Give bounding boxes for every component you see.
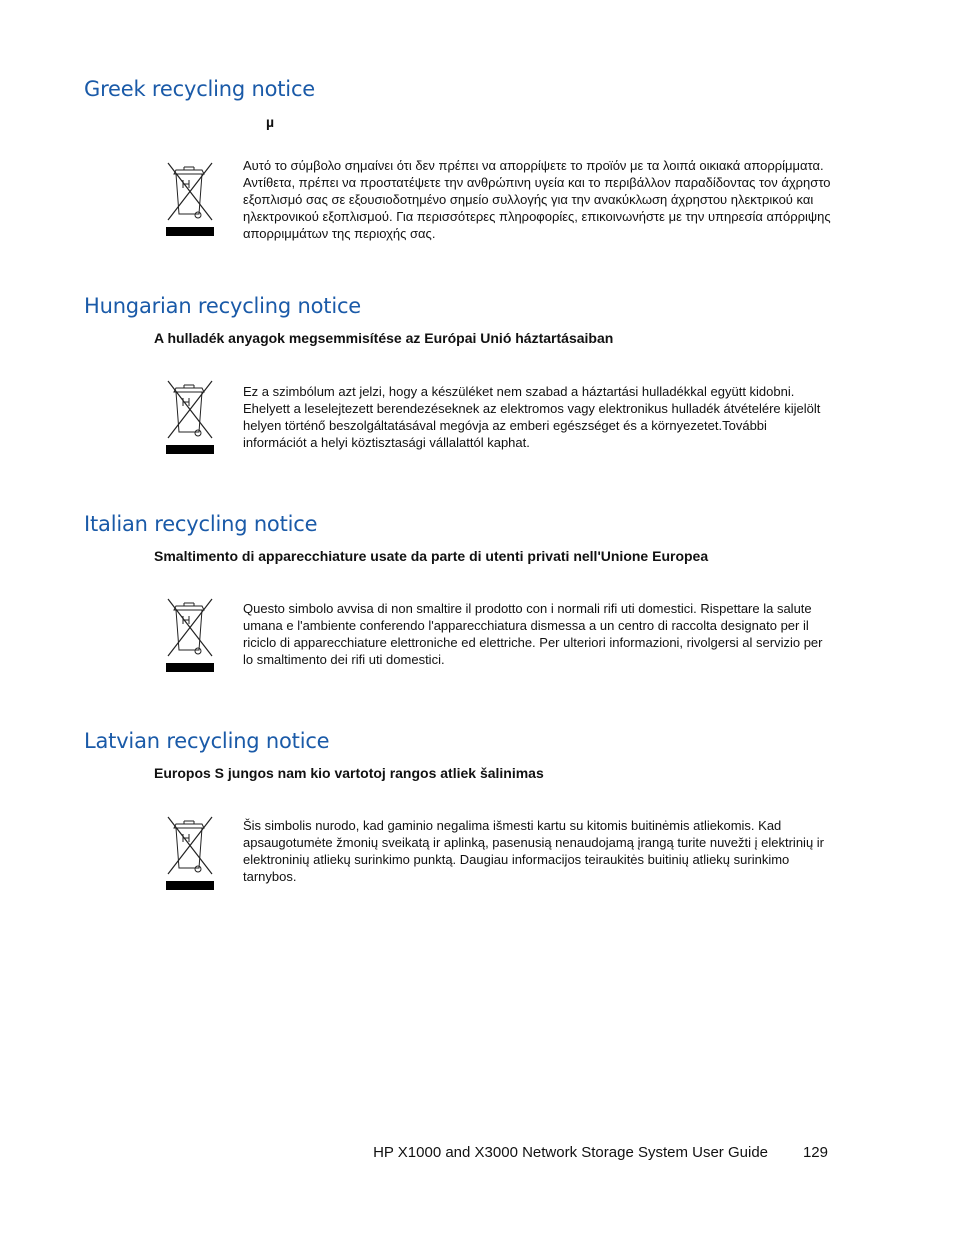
page-footer bbox=[360, 1144, 830, 1164]
notice-text-italian: Questo simbolo avvisa di non smaltire il prodotto con i normali rifi uti domestici. Rispettare la salute umana e l'ambiente conferendo l'apparecchiatura dismessa a un centro di raccolta designato per il riciclo di apparecchiature elettroniche ed elettriche. Per ulteriori informazioni, rivolgersi al servizio per lo smaltimento dei rifi uti domestici. bbox=[243, 601, 823, 667]
section-subheading-hungarian: A hulladék anyagok megsemmisítése az Európai Unió háztartásaiban bbox=[154, 330, 614, 346]
section-heading-latvian: Latvian recycling notice bbox=[84, 729, 330, 753]
section-heading-hungarian: Hungarian recycling notice bbox=[84, 294, 362, 318]
notice-text-greek: Αυτό το σύμβολο σημαίνει ότι δεν πρέπει να απορρίψετε το προϊόν με τα λοιπά οικιακά απορρίμματα. Αντίθετα, πρέπει να προστατέψετε την ανθρώπινη υγεία και το περιβάλλον παραδίδοντας τον άχρηστο εξοπλισμό σας σε εξουσιοδοτημένο σημείο συλλογής για την ανακύκλωση άχρηστου ηλεκτρικού και ηλεκτρονικού εξοπλισμού. Για περισσότερες πληροφορίες, επικοινωνήστε με την υπηρεσία απόρριψης απορριμμάτων της περιοχής σας. bbox=[243, 158, 831, 241]
weee-crossed-bin-icon bbox=[164, 376, 216, 456]
notice-text-latvian: Šis simbolis nurodo, kad gaminio negalima išmesti kartu su kitomis buitinėmis atliekomis. Kad apsaugotumėte žmonių sveikatą ir aplinką, pasenusią nenaudojamą įrangą turite nuvežti į elektrinių ir elektroninių atliekų surinkimo punktą. Daugiau informacijos teiraukitės buitinių atliekų surinkimo tarnybos. bbox=[243, 818, 825, 884]
weee-crossed-bin-icon bbox=[164, 158, 216, 238]
section-subheading-italian: Smaltimento di apparecchiature usate da parte di utenti privati nell'Unione Europea bbox=[154, 548, 709, 564]
weee-crossed-bin-icon bbox=[164, 594, 216, 674]
weee-crossed-bin-icon bbox=[164, 812, 216, 892]
section-heading-greek: Greek recycling notice bbox=[84, 77, 316, 101]
notice-text-hungarian: Ez a szimbólum azt jelzi, hogy a készüléket nem szabad a háztartási hulladékkal együtt kidobni. Ehelyett a leselejtezett berendezéseknek az elektromos vagy elektronikus hulladék átvételére kijelölt helyen történő beszolgáltatásával megóvja az emberi egészséget és a környezetet.További információt a helyi köztisztasági vállalattól kaphat. bbox=[243, 384, 821, 450]
footer-document-title: HP X1000 and X3000 Network Storage System User Guide bbox=[373, 1144, 768, 1161]
section-subheading-latvian: Europos S jungos nam kio vartotoj rangos atliek šalinimas bbox=[154, 765, 544, 781]
page-number: 129 bbox=[802, 1144, 828, 1161]
section-heading-italian: Italian recycling notice bbox=[84, 512, 318, 536]
section-subheading-greek: µ bbox=[266, 114, 275, 130]
